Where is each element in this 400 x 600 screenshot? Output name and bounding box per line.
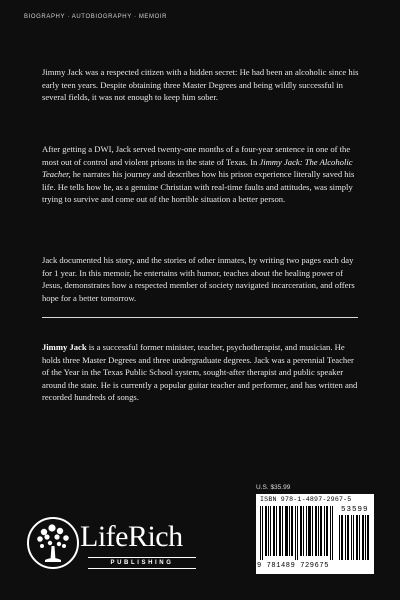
genre-category: BIOGRAPHY · AUTOBIOGRAPHY · MEMOIR [24, 14, 168, 20]
author-bio [42, 341, 362, 404]
blurb-paragraph-1: Jimmy Jack was a respected citizen with a hidden secret: He had been an alcoholic since his early teen years. Despite obtaining three Master Degrees and being wildly successful in several fields, it was not enough to keep him sober. [42, 67, 359, 103]
addon-barcode-bars [339, 515, 369, 560]
book-title-reference: Jimmy Jack: The Alcoholic Teacher, [42, 156, 353, 180]
blurb-paragraph-3: Jack documented his story, and the stories of other inmates, by writing two pages each day for 1 year. In this memoir, he entertains with humor, teaches about the healing power of Jesus, demonstrates how a respected member of society navigated incarceration, and offers hope for a better tomorrow. [42, 255, 355, 303]
ean-number: 9 781489 729675 [257, 562, 330, 570]
blurb-paragraph-2-rest: he narrates his journey and describes how his prison experience literally saved his life. He tells how he, as a genuine Christian with real-time faults and attitudes, was simply trying to survive and come out of the horrible situation a better person. [42, 169, 355, 205]
publisher-tagline: PUBLISHING [88, 557, 196, 569]
blurb-paragraph-2-intro: After getting a DWI, Jack served twenty-one months of a four-year sentence in one of the most out of control and violent prisons in the state of Texas. In [42, 144, 351, 167]
isbn-barcode [256, 494, 374, 574]
ean-barcode-bars [260, 506, 334, 560]
blurb-paragraph-2 [42, 143, 362, 206]
price-label: U.S. $35.99 [256, 484, 291, 491]
tree-icon [26, 516, 80, 574]
price-addon-number: 53599 [341, 506, 369, 514]
isbn-text: ISBN 978-1-4897-2967-5 [260, 496, 352, 503]
publisher-logo [26, 516, 202, 574]
publisher-name: LifeRich [80, 520, 183, 553]
section-divider [42, 317, 358, 318]
author-name: Jimmy Jack [42, 342, 87, 352]
author-bio-text: is a successful former minister, teacher, psychotherapist, and musician. He holds three Master Degrees and three undergraduate degrees. Jack was a perennial Teacher of the Year in the Texas Public School system, sought-after therapist and public speaker around the state. He is currently a popular guitar teacher and performer, and has written and recorded hundreds of songs. [42, 342, 358, 403]
